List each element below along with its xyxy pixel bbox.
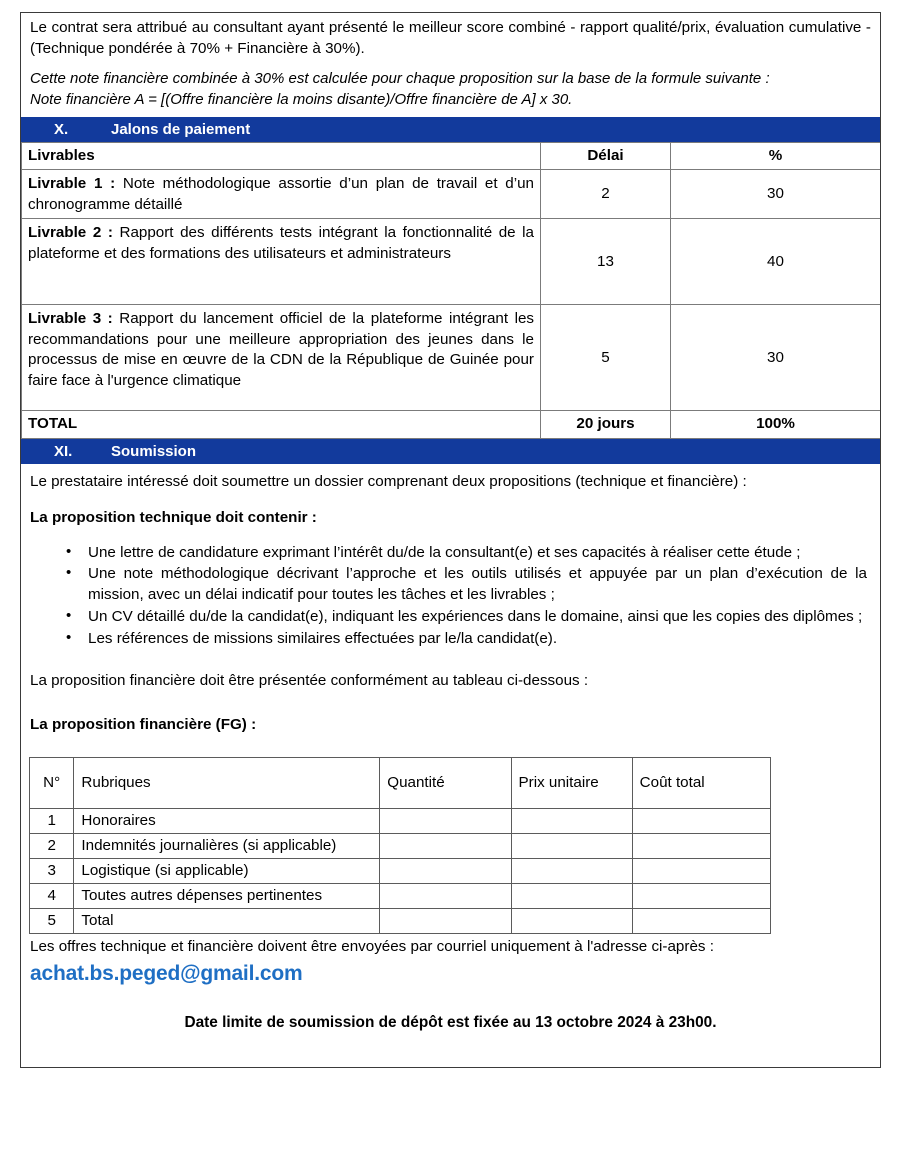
list-item: • Une lettre de candidature exprimant l’intérêt du/de la consultant(e) et ses capacités à réaliser cette étude ; (88, 543, 871, 564)
fin-row-4-no: 4 (30, 884, 74, 909)
fin-row-1-prix-unitaire[interactable] (511, 809, 632, 834)
formula-block (21, 61, 880, 116)
contact-email[interactable]: achat.bs.peged@gmail.com (30, 961, 303, 985)
fin-row-1-cout-total[interactable] (632, 809, 770, 834)
list-item: • Un CV détaillé du/de la candidat(e), indiquant les expériences dans le domaine, ainsi que les copies des diplômes ; (88, 607, 871, 628)
milestones-header-row (22, 142, 881, 170)
deliverable-1-cell (22, 170, 541, 219)
fin-row-2-rubrique: Indemnités journalières (si applicable) (74, 834, 380, 859)
fin-row-5-rubrique: Total (74, 909, 380, 934)
fin-row-5-prix-unitaire[interactable] (511, 909, 632, 934)
submission-body (21, 464, 880, 735)
header-delai: Délai (541, 142, 671, 170)
milestones-table (21, 142, 881, 439)
deliverable-3-label: Livrable 3 : (28, 310, 113, 328)
table-row (22, 219, 881, 305)
send-instruction: Les offres technique et financière doivent être envoyées par courriel uniquement à l'adresse ci-après : (30, 938, 714, 956)
table-row (30, 909, 771, 934)
list-item: • Une note méthodologique décrivant l’approche et les outils utilisés et appuyée par un plan d’exécution de la mission, avec un délai indicatif pour toutes les tâches et les livrables ; (88, 564, 871, 605)
fin-row-2-cout-total[interactable] (632, 834, 770, 859)
fin-row-4-prix-unitaire[interactable] (511, 884, 632, 909)
fin-row-5-cout-total[interactable] (632, 909, 770, 934)
total-delai: 20 jours (541, 411, 671, 439)
fin-row-1-no: 1 (30, 809, 74, 834)
total-label: TOTAL (22, 411, 541, 439)
fin-header-rubriques: Rubriques (74, 758, 380, 809)
section-banner-submission (21, 439, 880, 464)
fin-row-4-quantite[interactable] (380, 884, 511, 909)
fin-row-4-cout-total[interactable] (632, 884, 770, 909)
table-row (30, 859, 771, 884)
milestones-total-row (22, 411, 881, 439)
fin-header-no: N° (30, 758, 74, 809)
formula-line-2: Note financière A = [(Offre financière la moins disante)/Offre financière de A] x 30. (30, 91, 573, 109)
deliverable-1-text: Note méthodologique assortie d’un plan de travail et d’un chronogramme détaillé (28, 175, 534, 213)
header-pct: % (671, 142, 881, 170)
fin-row-3-prix-unitaire[interactable] (511, 859, 632, 884)
fin-header-quantite: Quantité (380, 758, 511, 809)
deliverable-2-pct: 40 (671, 219, 881, 305)
deliverable-1-delai: 2 (541, 170, 671, 219)
formula-line-1: Cette note financière combinée à 30% est calculée pour chaque proposition sur la base de la formule suivante : (30, 70, 770, 88)
fin-header-prix-unitaire: Prix unitaire (511, 758, 632, 809)
requirements-list (30, 543, 871, 649)
deadline-notice: Date limite de soumission de dépôt est fixée au 13 octobre 2024 à 23h00. (184, 1013, 717, 1031)
fin-row-3-no: 3 (30, 859, 74, 884)
deliverable-2-cell (22, 219, 541, 305)
deliverable-3-text: Rapport du lancement officiel de la plateforme intégrant les recommandations pour une meilleure appropriation des jeunes dans le processus de mise en œuvre de la CDN de la République de Guinée pour faire face à l'urgence climatique (28, 310, 534, 389)
table-row (30, 834, 771, 859)
deliverable-1-pct: 30 (671, 170, 881, 219)
deliverable-3-delai: 5 (541, 305, 671, 411)
fin-header-cout-total: Coût total (632, 758, 770, 809)
financial-header-row (30, 758, 771, 809)
technical-proposal-heading: La proposition technique doit contenir : (30, 509, 317, 527)
fin-row-3-quantite[interactable] (380, 859, 511, 884)
fin-row-3-rubrique: Logistique (si applicable) (74, 859, 380, 884)
fin-row-1-quantite[interactable] (380, 809, 511, 834)
header-livrables: Livrables (22, 142, 541, 170)
fin-row-4-rubrique: Toutes autres dépenses pertinentes (74, 884, 380, 909)
deliverable-1-label: Livrable 1 : (28, 175, 116, 193)
fin-row-5-quantite[interactable] (380, 909, 511, 934)
total-pct: 100% (671, 411, 881, 439)
financial-table-wrap (21, 735, 880, 934)
section-title-submission: Soumission (111, 442, 197, 460)
table-row (30, 884, 771, 909)
fin-row-2-no: 2 (30, 834, 74, 859)
section-number-xi: XI. (54, 442, 73, 460)
fin-row-2-quantite[interactable] (380, 834, 511, 859)
fin-row-5-no: 5 (30, 909, 74, 934)
deliverable-2-label: Livrable 2 : (28, 224, 113, 242)
intro-paragraph-block (21, 13, 880, 61)
section-title-milestones: Jalons de paiement (111, 120, 251, 138)
financial-table (29, 757, 771, 934)
deliverable-3-cell (22, 305, 541, 411)
submission-lead: Le prestataire intéressé doit soumettre un dossier comprenant deux propositions (technique et financière) : (30, 472, 747, 490)
financial-proposal-heading: La proposition financière (FG) : (30, 715, 257, 733)
table-row (22, 305, 881, 411)
table-row (22, 170, 881, 219)
list-item: • Les références de missions similaires effectuées par le/la candidat(e). (88, 629, 871, 650)
financial-proposal-intro: La proposition financière doit être présentée conformément au tableau ci-dessous : (30, 672, 589, 690)
fin-row-1-rubrique: Honoraires (74, 809, 380, 834)
intro-paragraph: Le contrat sera attribué au consultant ayant présenté le meilleur score combiné - rapport qualité/prix, évaluation cumulative - (Technique pondérée à 70% + Financière à 30%). (30, 19, 871, 57)
document-page (20, 12, 881, 1068)
table-row (30, 809, 771, 834)
deliverable-2-delai: 13 (541, 219, 671, 305)
section-number-x: X. (54, 120, 69, 138)
section-banner-milestones (21, 117, 880, 142)
deliverable-2-text: Rapport des différents tests intégrant la fonctionnalité de la plateforme et des formations des utilisateurs et administrateurs (28, 224, 534, 262)
fin-row-3-cout-total[interactable] (632, 859, 770, 884)
deliverable-3-pct: 30 (671, 305, 881, 411)
fin-row-2-prix-unitaire[interactable] (511, 834, 632, 859)
